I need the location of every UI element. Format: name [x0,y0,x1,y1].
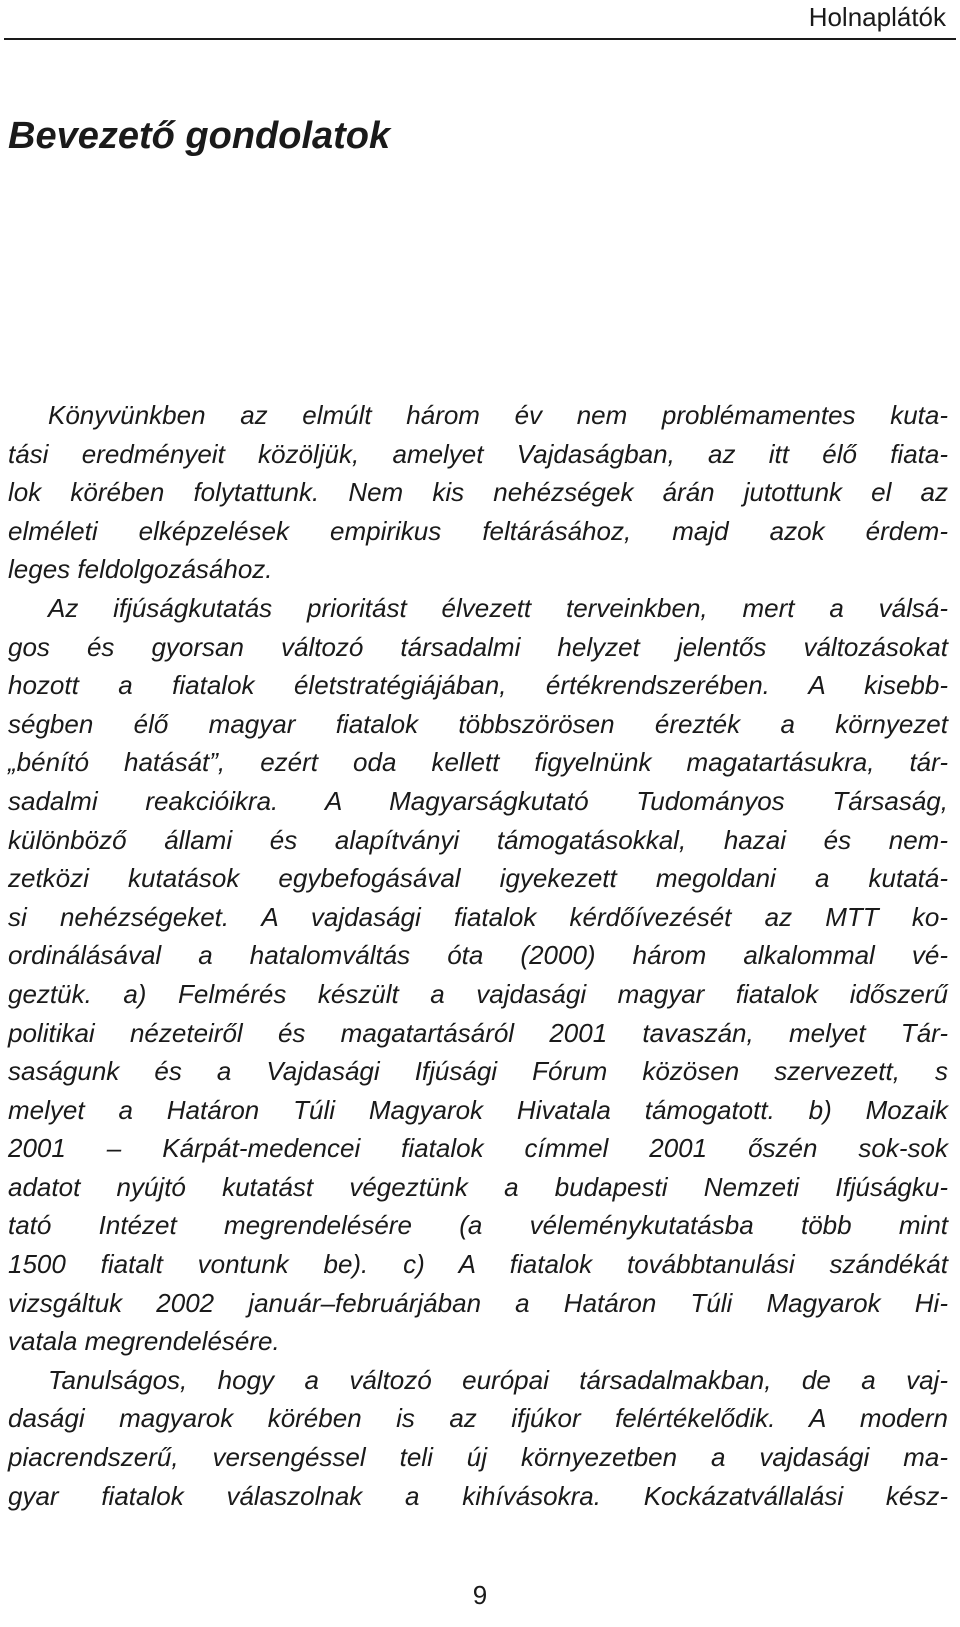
text-line: saságunk és a Vajdasági Ifjúsági Fórum közösen szervezett, s [8,1056,948,1087]
text-line: hozott a fiatalok életstratégiájában, értékrendszerében. A kisebb- [8,670,948,701]
text-line: ordinálásával a hatalomváltás óta (2000) három alkalommal vé- [8,940,948,971]
text-line: gos és gyorsan változó társadalmi helyzet jelentős változásokat [8,631,948,662]
text-line: si nehézségeket. A vajdasági fiatalok kérdőívezését az MTT ko- [8,901,948,932]
text-line: lok körében folytattunk. Nem kis nehézségek árán jutottunk el az [8,477,948,508]
text-line: „bénító hatását”, ezért oda kellett figyelnünk magatartásukra, tár- [8,747,948,778]
text-line: különböző állami és alapítványi támogatásokkal, hazai és nem- [8,824,948,855]
text-line: ségben élő magyar fiatalok többszörösen érezték a környezet [8,708,948,739]
text-line: leges feldolgozásához. [8,554,273,585]
text-line: vatala megrendelésére. [8,1326,280,1357]
running-head: Holnaplátók [808,2,946,32]
chapter-title: Bevezető gondolatok [8,115,391,157]
text-line: vizsgáltuk 2002 január–februárjában a Határon Túli Magyarok Hi- [8,1287,948,1318]
text-line: piacrendszerű, versengéssel teli új környezetben a vajdasági ma- [8,1442,948,1473]
text-line: politikai nézeteiről és magatartásáról 2001 tavaszán, melyet Tár- [8,1017,948,1048]
text-line: melyet a Határon Túli Magyarok Hivatala támogatott. b) Mozaik [8,1094,948,1125]
text-line: tási eredményeit közöljük, amelyet Vajdaságban, az itt élő fiata- [8,438,948,469]
text-line: dasági magyarok körében is az ifjúkor felértékelődik. A modern [8,1403,948,1434]
text-line: 2001 – Kárpát-medencei fiatalok címmel 2001 őszén sok-sok [8,1133,948,1164]
text-line: elméleti elképzelések empirikus feltárásához, majd azok érdem- [8,515,948,546]
body-text [8,396,948,1515]
text-line: zetközi kutatások egybefogásával igyekezett megoldani a kutatá- [8,863,948,894]
page-number: 9 [472,1580,488,1610]
text-line: geztük. a) Felmérés készült a vajdasági magyar fiatalok időszerű [8,978,948,1009]
header-rule [4,38,956,40]
text-line: Tanulságos, hogy a változó európai társadalmakban, de a vaj- [48,1364,948,1395]
text-line: 1500 fiatalt vontunk be). c) A fiatalok továbbtanulási szándékát [8,1249,948,1280]
text-line: gyar fiatalok válaszolnak a kihívásokra. Kockázatvállalási kész- [8,1480,948,1511]
text-line: Könyvünkben az elmúlt három év nem problémamentes kuta- [48,400,948,430]
text-line: tató Intézet megrendelésére (a véleménykutatásba több mint [8,1210,948,1241]
text-line: sadalmi reakcióikra. A Magyarságkutató Tudományos Társaság, [8,785,948,816]
text-line: adatot nyújtó kutatást végeztünk a budapesti Nemzeti Ifjúságku- [8,1171,948,1202]
text-line: Az ifjúságkutatás prioritást élvezett terveinkben, mert a válsá- [48,592,948,623]
